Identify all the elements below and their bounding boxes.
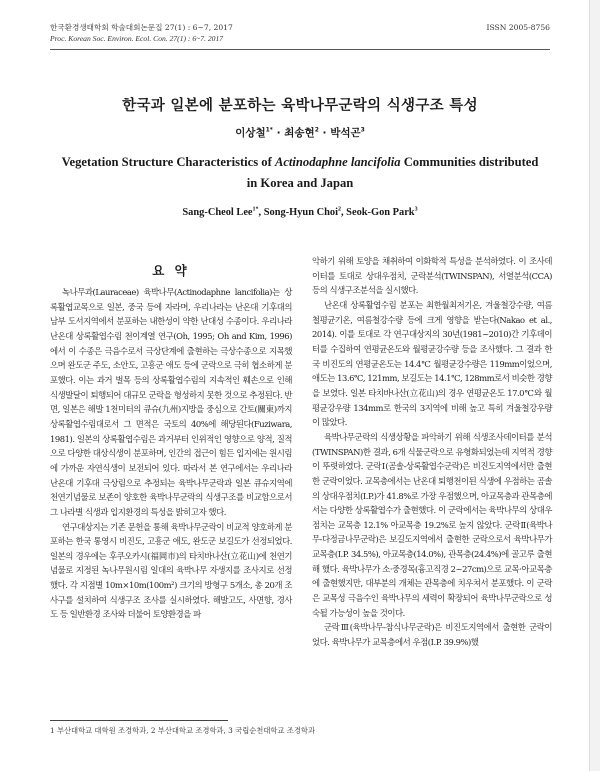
author-separator: · [318,127,331,139]
paper-title-ko: 한국과 일본에 분포하는 육박나무군락의 식생구조 특성 [122,98,478,114]
authors-en [0,207,600,218]
author-separator: · [272,127,285,139]
footnote-rule [50,720,228,721]
body-paragraph: 육박나무군락의 식생상황을 파악하기 위해 식생조사데이터를 분석(TWINSPAN)한 결과, 6개 식물군락으로 유형화되었는데 지역적 경향이 뚜렷하였다. 군락Ⅰ(곰솔-상록활엽수군락)은 비진도지역에서만 출현한 군락이었다. 교목층에서는 난온대 퇴행천이된 식생에 우점하는 곰솔의 상대우점치(I.P.)가 41.8%로 가장 우점했으며, 아교목층과 관목층에서는 다양한 상록활엽수가 출현했다. 이 군락에서는 육박나무의 상대우점치는 교목층 12.1% 아교목층 19.2%로 높지 않았다. 군락Ⅱ(육박나무-다정금나무군락)은 보길도지역에서 출현한 군락으로서 육박나무가 교목층(I.P. 34.5%), 아교목층(14.0%), 관목층(24.4%)에 골고루 출현해 했다. 육박나무가 소·중경목(흉고직경 2~27cm)으로 교목·아교목층에 출현했지만, 대부분의 개체는 관목층에 치우쳐서 분포했다. 이 군락은 교목성 극음수인 육박나무의 세력이 확장되어 육박나무군락으로 성숙될 가능성이 높을 것이다. [312,431,552,618]
journal-citation-en: Proc. Korean Soc. Environ. Ecol. Con. 27(1) : 6~7. 2017 [50,34,224,43]
author-affiliation-mark: 1* [252,206,259,213]
paper-title-en [60,152,540,194]
author-separator: , [340,207,347,218]
abstract-heading: 요 약 [152,263,190,278]
author-affiliation-mark: 1* [265,126,273,134]
author-name: Song-Hyun Choi [263,207,338,218]
journal-citation-ko: 한국환경생태학회 학술대회논문집 27(1) : 6~7, 2017 [50,23,233,32]
title-en-part1: Vegetation Structure Characteristics of [61,155,275,169]
affiliation-footnote: 1 부산대학교 대학원 조경학과, 2 부산대학교 조경학과, 3 국립순천대학교 조경학과 [50,726,316,735]
authors-ko [0,125,600,140]
body-paragraph: 군락Ⅲ(육박나무-참식나무군락)은 비진도지역에서 출현한 군락이었다. 육박나무가 교목층에서 우점(I.P. 39.9%)했 [312,622,552,648]
author-name: Sang-Cheol Lee [182,207,253,218]
title-en-part2: Communities distributed in Korea and Japan [246,155,539,190]
body-paragraph: 녹나무과(Lauraceae) 육박나무(Actinodaphne lancifolia)는 상록활엽교목으로 일본, 중국 등에 자라며, 우리나라는 난온대 기후대의 남부 도서지역에서 분포하는 내한성이 약한 난대성 수종이다. 우리나라 난온대 상록활엽수림 천이계열 연구(Oh, 1995; Oh and Kim, 1996)에서 이 수종은 극음수로서 극상단계에 출현하는 극상수종으로 지목했으며 완도군 주도, 소안도, 고흥군 애도 등에 군락으로 극히 협소하게 분포했다. 이는 과거 벌목 등의 상록활엽수림의 지속적인 훼손으로 인해 식생발달이 퇴행되어 대규모 군락을 형성하지 못한 것으로 추정된다. 반면, 일본은 해발 1천미터의 큐슈(九州)지방을 중심으로 간토(關東)까지 상록활엽수림대로서 그 면적은 국토의 40%에 해당된다(Fuziwara, 1981). 일본의 상록활엽수림은 과거부터 인위적인 영향으로 양적, 질적으로 다양한 대상식생이 분포하며, 인간의 접근이 힘든 입지에는 원시림에 가까운 자연식생이 보전되어 있다. 따라서 본 연구에서는 우리나라 난온대 기후대 극상림으로 추정되는 육박나무군락과 일본 큐슈지역에 천연기념물로 보존이 양호한 육박나무군락의 식생구조를 비교함으로서 그 나라별 식생과 입지환경의 특성을 밝히고자 했다. [50,287,292,517]
author-name: 박석곤 [330,127,361,139]
author-name: Seok-Gon Park [346,207,415,218]
author-separator: , [258,207,264,218]
issn: ISSN 2005-8756 [486,23,550,32]
body-paragraph: 연구대상지는 기존 문헌을 통해 육박나무군락이 비교적 양호하게 분포하는 한국 통영시 비진도, 고흥군 애도, 완도군 보길도가 선정되었다. 일본의 경우에는 후쿠오카시(福岡市)의 타치바나산(立花山)에 천연기념물로 지정된 녹나무원시림 일대의 육박나무 자생지를 조사지로 선정했다. 각 지점별 10m×10m(100m²) 크기의 방형구 5개소, 총 20개 조사구를 설치하여 식생구조 조사를 실시하였다. 해발고도, 사면향, 경사도 등 일반환경 조사와 더불어 토양환경을 파 [50,521,292,620]
right-column [312,254,552,650]
author-name: 최송현 [284,127,315,139]
page-edge [589,0,600,771]
author-name: 이상철 [235,127,266,139]
running-header [50,22,550,44]
author-affiliation-mark: 2 [337,206,341,213]
title-en-species: Actinodaphne lancifolia [274,155,401,169]
header-rule [50,49,550,50]
body-paragraph: 악하기 위해 토양을 채취하여 이화학적 특성을 분석하였다. 이 조사데이터를 토대로 상대우점치, 군락분석(TWINSPAN), 서열분석(CCA) 등의 식생구조분석을 실시했다. [312,256,552,296]
left-column [50,285,292,622]
author-affiliation-mark: 3 [414,206,418,213]
author-affiliation-mark: 3 [360,126,365,134]
author-affiliation-mark: 2 [314,126,319,134]
body-paragraph: 난온대 상록활엽수림 분포는 최한월최저기온, 겨울철강수량, 여름철평균기온, 여름철강수량 등에 크게 영향을 받는다(Nakao et al., 2014). 이를 토대로 각 연구대상지의 30년(1981~2010)간 기후데이터를 수집하여 연평균온도와 월평균강수량 등을 조사했다. 그 결과 한국 비진도의 연평균온도는 14.4℃ 월평균강수량은 119mm이었으며, 애도는 13.6℃, 121mm, 보길도는 14.1℃, 128mm로서 비슷한 경향을 보였다. 일본 타치바나산(立花山)의 경우 연평균온도 17.0℃와 월평균강우량 134mm로 한국의 3지역에 비해 높고 특히 겨울철강우량이 많았다. [312,299,552,428]
